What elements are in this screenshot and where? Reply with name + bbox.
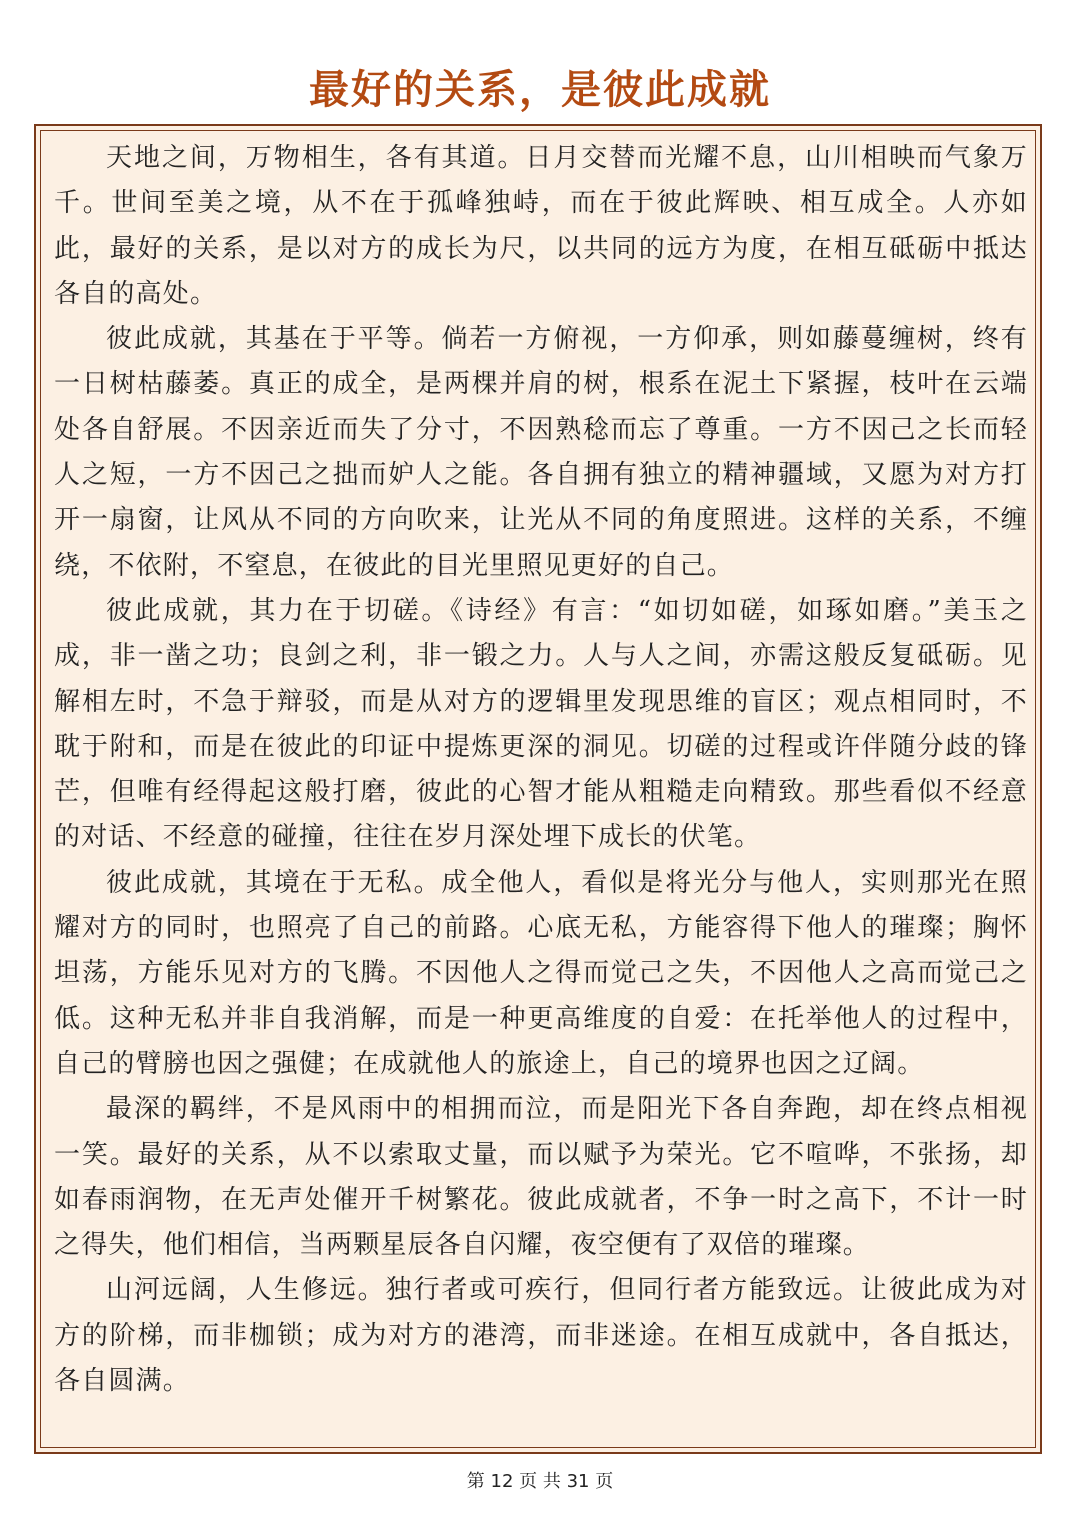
paragraph-1: 天地之间，万物相生，各有其道。日月交替而光耀不息，山川相映而气象万千。世间至美之境，从不在于孤峰独峙，而在于彼此辉映、相互成全。人亦如此，最好的关系，是以对方的成长为尺，以共同的远方为度，在相互砥砺中抵达各自的高处。 <box>54 143 1028 309</box>
page-title: 最好的关系，是彼此成就 <box>309 66 771 113</box>
paragraph-3: 彼此成就，其力在于切磋。《诗经》有言：“如切如磋，如琢如磨。”美玉之成，非一凿之功；良剑之利，非一锻之力。人与人之间，亦需这般反复砥砺。见解相左时，不急于辩驳，而是从对方的逻辑里发现思维的盲区；观点相同时，不耽于附和，而是在彼此的印证中提炼更深的洞见。切磋的过程或许伴随分歧的锋芒，但唯有经得起这般打磨，彼此的心智才能从粗糙走向精致。那些看似不经意的对话、不经意的碰撞，往往在岁月深处埋下成长的伏笔。 <box>54 595 1028 853</box>
essay-body <box>54 136 1028 1404</box>
page-number: 第 12 页 共 31 页 <box>466 1471 614 1492</box>
paragraph-2: 彼此成就，其基在于平等。倘若一方俯视，一方仰承，则如藤蔓缠树，终有一日树枯藤萎。真正的成全，是两棵并肩的树，根系在泥土下紧握，枝叶在云端处各自舒展。不因亲近而失了分寸，不因熟稔而忘了尊重。一方不因己之长而轻人之短，一方不因己之拙而妒人之能。各自拥有独立的精神疆域，又愿为对方打开一扇窗，让风从不同的方向吹来，让光从不同的角度照进。这样的关系，不缠绕，不依附，不窒息，在彼此的目光里照见更好的自己。 <box>54 324 1028 581</box>
paragraph-5: 最深的羁绊，不是风雨中的相拥而泣，而是阳光下各自奔跑，却在终点相视一笑。最好的关系，从不以索取丈量，而以赋予为荣光。它不喧哗，不张扬，却如春雨润物，在无声处催开千树繁花。彼此成就者，不争一时之高下，不计一时之得失，他们相信，当两颗星辰各自闪耀，夜空便有了双倍的璀璨。 <box>54 1094 1028 1261</box>
paragraph-4: 彼此成就，其境在于无私。成全他人，看似是将光分与他人，实则那光在照耀对方的同时，也照亮了自己的前路。心底无私，方能容得下他人的璀璨；胸怀坦荡，方能乐见对方的飞腾。不因他人之得而觉己之失，不因他人之高而觉己之低。这种无私并非自我消解，而是一种更高维度的自爱：在托举他人的过程中，自己的臂膀也因之强健；在成就他人的旅途上，自己的境界也因之辽阔。 <box>54 867 1028 1079</box>
paragraph-6: 山河远阔，人生修远。独行者或可疾行，但同行者方能致远。让彼此成为对方的阶梯，而非枷锁；成为对方的港湾，而非迷途。在相互成就中，各自抵达，各自圆满。 <box>54 1275 1028 1397</box>
